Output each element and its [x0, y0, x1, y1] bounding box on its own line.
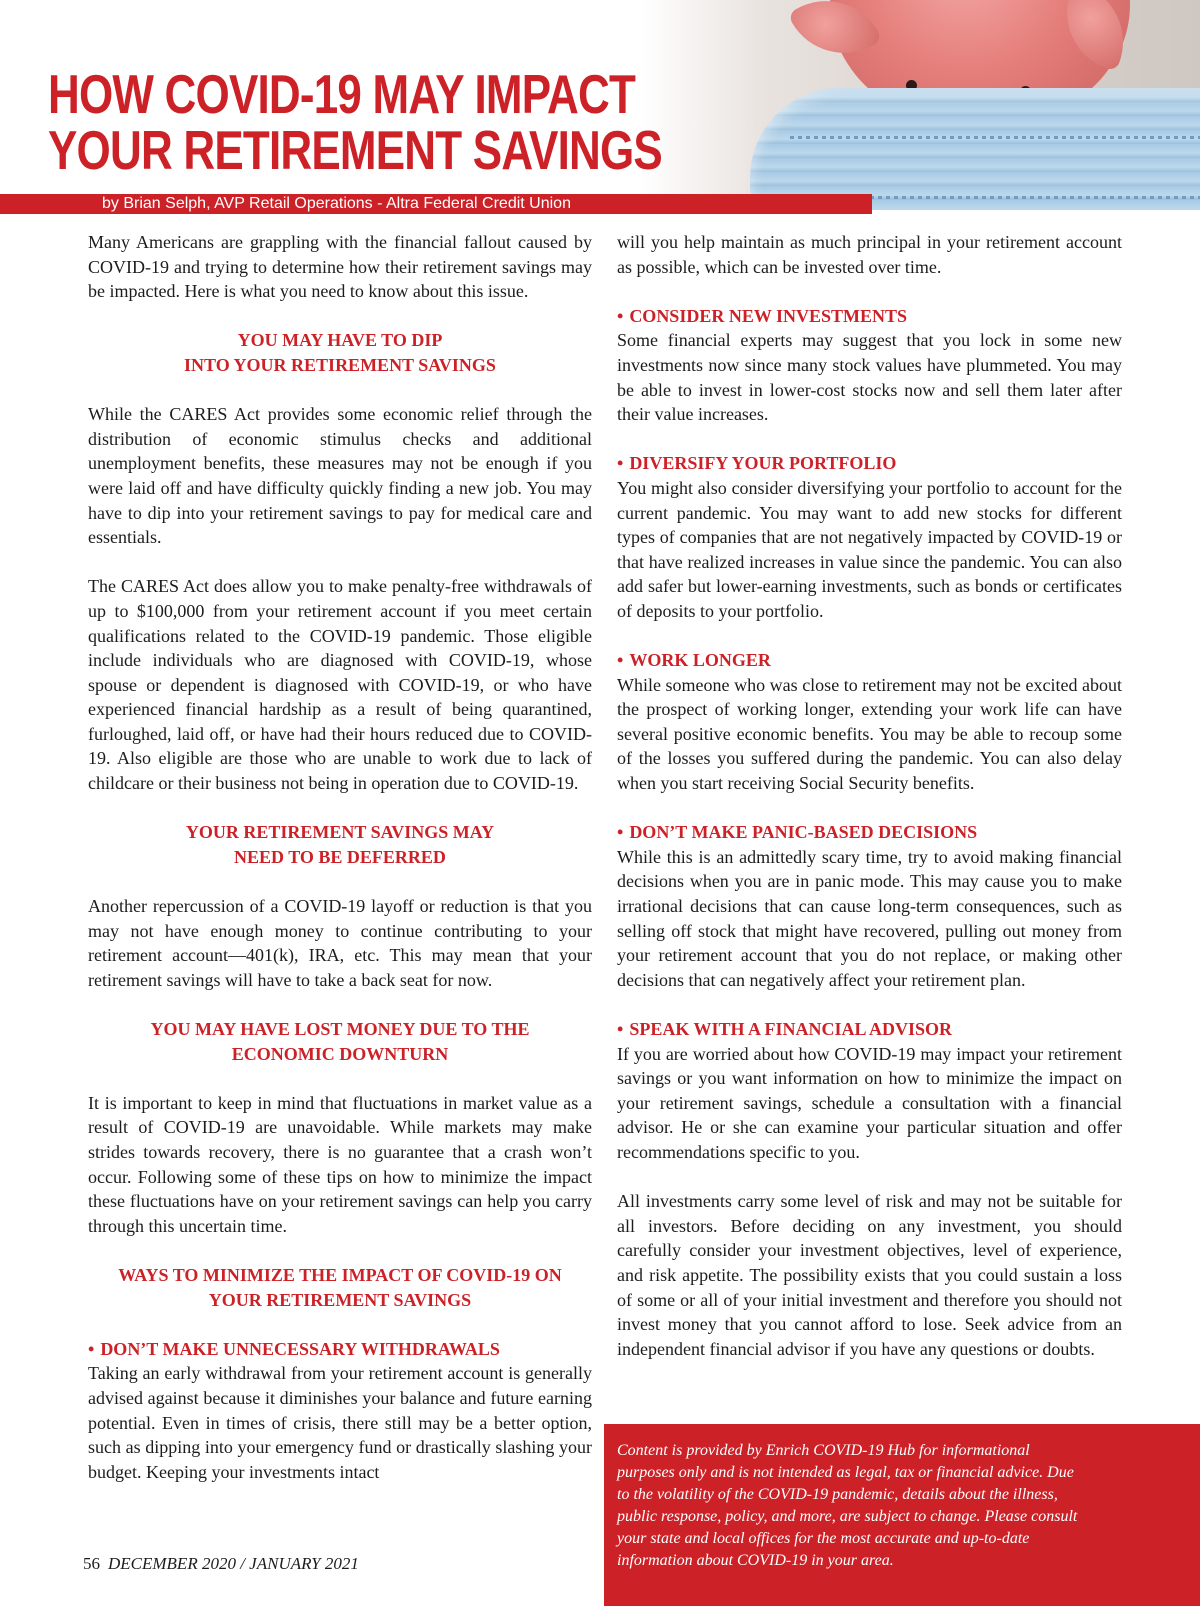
face-mask-stitching: [790, 136, 1200, 139]
tip-paragraph: Taking an early withdrawal from your retirement account is generally advised against because it diminishes your balance and future earning potential. Even in times of crisis, there still may be a better option, such as dipping into your emergency fund or drastically slashing your budget. Keeping your investments intact: [88, 1363, 592, 1482]
right-column: [617, 230, 1122, 1361]
page-number: 56: [83, 1554, 100, 1573]
disclaimer-box: [604, 1424, 1200, 1606]
tip-paragraph: Some financial experts may suggest that you lock in some new investments now since many stock values have plummeted. You may be able to invest in lower-cost stocks now and sell them later after their value increases.: [617, 330, 1122, 425]
left-column: [88, 230, 592, 1484]
tip-paragraph-continued: will you help maintain as much principal in your retirement account as possible, which can be invested over time.: [617, 232, 1122, 277]
tip-paragraph: You might also consider diversifying your portfolio to account for the current pandemic. You may want to add new stocks for different types of companies that are not negatively impacted by COVID-19 or that have realized increases in value since the pandemic. You can also add safer but lower-earning investments, such as bonds or certificates of deposits to your portfolio.: [617, 477, 1122, 621]
section-heading-ways-to-minimize: WAYS TO MINIMIZE THE IMPACT OF COVID-19 ON YOUR RETIREMENT SAVINGS: [118, 1264, 562, 1310]
article-title-line2: YOUR RETIREMENT SAVINGS: [48, 119, 662, 181]
body-paragraph: While the CARES Act provides some economic relief through the distribution of economic stimulus checks and additional unemployment benefits, these measures may not be enough if you were laid off and have difficulty quickly finding a new job. You may have to dip into your retirement savings to pay for medical care and essentials.: [88, 404, 592, 548]
tip-paragraph: If you are worried about how COVID-19 may impact your retirement savings or you want information on how to minimize the impact on your retirement savings, schedule a consultation with a financial advisor. He or she can examine your particular situation and offer recommendations specific to you.: [617, 1043, 1122, 1162]
byline-bar: [0, 194, 872, 214]
byline: by Brian Selph, AVP Retail Operations - Altra Federal Credit Union: [102, 195, 571, 212]
tip-heading-financial-advisor: • SPEAK WITH A FINANCIAL ADVISOR: [617, 1019, 953, 1039]
tip-heading-new-investments: • CONSIDER NEW INVESTMENTS: [617, 305, 908, 326]
section-heading-savings-deferred: YOUR RETIREMENT SAVINGS MAY NEED TO BE DEFERRED: [185, 822, 495, 867]
tip-paragraph: While someone who was close to retirement may not be excited about the prospect of working longer, extending your work life can have several positive economic benefits. You may be able to recoup some of the losses you suffered during the pandemic. You can also delay when you start receiving Social Security benefits.: [617, 674, 1122, 794]
article-title-line1: HOW COVID-19 MAY IMPACT: [48, 63, 636, 125]
piggy-bank-mask-photo: [640, 0, 1200, 210]
body-paragraph: The CARES Act does allow you to make penalty-free withdrawals of up to $100,000 from your retirement account if you meet certain qualifications related to the COVID-19 pandemic. Those eligible include individuals who are diagnosed with COVID-19, whose spouse or dependent is diagnosed with COVID-19, or who have experienced financial hardship as a result of being quarantined, furloughed, laid off, or have had their hours reduced due to COVID-19. Also eligible are those who are unable to work due to lack of childcare or their business not being in operation due to COVID-19.: [88, 576, 592, 794]
issue-date: DECEMBER 2020 / JANUARY 2021: [108, 1554, 359, 1573]
bullet-icon: •: [617, 1019, 624, 1039]
tip-paragraph: While this is an admittedly scary time, try to avoid making financial decisions when you are in panic mode. This may cause you to make irrational decisions that can cause long-term consequences, such as selling off stock that might have recovered, pulling out money from your retirement account that you do not replace, or making other decisions that can negatively affect your retirement plan.: [617, 846, 1122, 990]
tip-heading-panic-decisions: • DON’T MAKE PANIC-BASED DECISIONS: [617, 822, 978, 843]
body-paragraph: It is important to keep in mind that fluctuations in market value as a result of COVID-19 are unavoidable. While markets may make strides towards recovery, there is no guarantee that a crash won’t occur. Following some of these tips on how to minimize the impact these fluctuations have on your retirement savings can help you carry through this uncertain time.: [88, 1092, 592, 1236]
section-heading-lost-money: YOU MAY HAVE LOST MONEY DUE TO THE ECONOMIC DOWNTURN: [150, 1019, 530, 1064]
bullet-icon: •: [617, 305, 624, 326]
page-footer: [83, 1553, 359, 1575]
intro-paragraph: Many Americans are grappling with the financial fallout caused by COVID-19 and trying to determine how their retirement savings may be impacted. Here is what you need to know about this issue.: [88, 232, 592, 302]
section-heading-dip-into-savings: YOU MAY HAVE TO DIP INTO YOUR RETIREMENT SAVINGS: [184, 330, 496, 375]
bullet-icon: •: [617, 650, 624, 671]
tip-heading-work-longer: • WORK LONGER: [617, 650, 771, 671]
body-paragraph: Another repercussion of a COVID-19 layoff or reduction is that you may not have enough money to continue contributing to your retirement account—401(k), IRA, etc. This may mean that your retirement savings will have to take a back seat for now.: [88, 896, 592, 990]
tip-heading-diversify: • DIVERSIFY YOUR PORTFOLIO: [617, 453, 897, 474]
bullet-icon: •: [617, 453, 624, 474]
article-title: [48, 63, 662, 181]
closing-paragraph: All investments carry some level of risk and may not be suitable for all investors. Before deciding on any investment, you should carefully consider your investment objectives, level of experience, and risk appetite. The possibility exists that you could sustain a loss of some or all of your initial investment and therefore you should not invest money that you cannot afford to lose. Seek advice from an independent financial advisor if you have any questions or doubts.: [617, 1191, 1122, 1359]
tip-heading-unnecessary-withdrawals: • DON’T MAKE UNNECESSARY WITHDRAWALS: [88, 1338, 500, 1359]
bullet-icon: •: [88, 1338, 95, 1359]
face-mask: [750, 88, 1200, 210]
bullet-icon: •: [617, 822, 624, 843]
disclaimer-text: Content is provided by Enrich COVID-19 Hub for informational purposes only and is not intended as legal, tax or financial advice. Due to the volatility of the COVID-19 pandemic, details about the illness, public response, policy, and more, are subject to change. Please consult your state and local offices for the most accurate and up-to-date information about COVID-19 in your area.: [617, 1442, 1078, 1569]
